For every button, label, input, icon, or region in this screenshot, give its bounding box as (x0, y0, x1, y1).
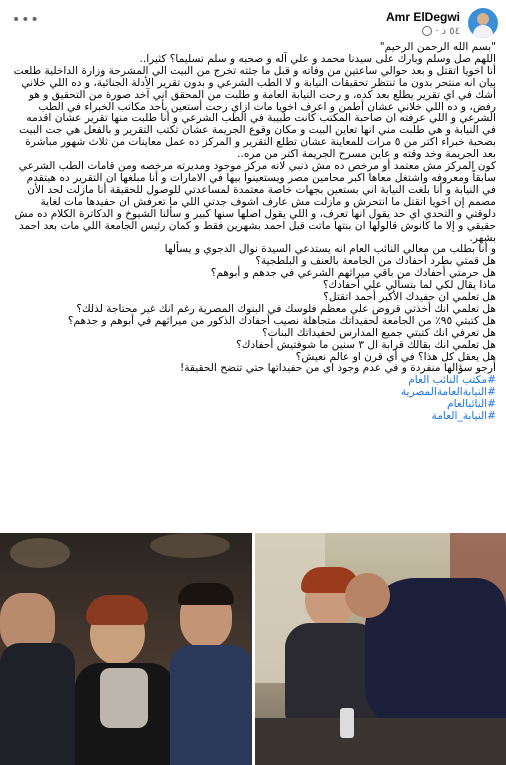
paragraph: هل تعرفي انك كتبتي جميع المدارس لحفيداتك البنات؟ (261, 326, 496, 339)
hashtag-link[interactable]: #النيابة_العامة (431, 410, 496, 423)
more-options-icon[interactable]: ••• (12, 12, 40, 28)
photo-grid (0, 533, 506, 765)
paragraph: و أنا بطلب من معالي النائب العام انه يستدعي السيدة نوال الدجوي و يسألها (164, 243, 496, 256)
paragraph: هل يعقل كل هذا؟ في أي قرن او عالم نعيش؟ (295, 350, 496, 363)
photo-kiss[interactable] (255, 533, 506, 765)
paragraph: هل تعلمي انك بقالك قرابة ال ٣ سنين ما شوفتيش أحفادك؟ (236, 338, 496, 351)
post-meta (386, 10, 460, 37)
hashtag-link[interactable]: #مكتب النائب العام (408, 374, 496, 387)
avatar-body (473, 25, 493, 38)
paragraph: ماذا يقال لكي لما بتسألي علي أحفادك؟ (322, 279, 496, 292)
post-subline: ٥٤ د · (386, 26, 460, 37)
photo-group[interactable] (0, 533, 252, 765)
paragraph: هل حرمتي أحفادك من باقي ميراثهم الشرعي في جدهم و أبوهم؟ (210, 267, 496, 280)
hashtag-link[interactable]: #النيابةالعامةالمصرية (400, 386, 496, 399)
paragraph: اللهم صل وسلم وبارك على سيدنا محمد و علي آله و صحبه و سلم تسليما؟ كثيرا.. (139, 52, 496, 65)
paragraph: هل كتبتي ٩٥٪ من الجامعة لحفيداتك متجاهلة نصيب أحفادك الذكور من ميراثهم في أبوهم و جدهم؟ (67, 314, 496, 327)
avatar[interactable] (468, 8, 498, 38)
post-body (10, 42, 496, 423)
paragraph: هل قمتي بطرد أحفادك من الجامعة بالعنف و البلطجية؟ (255, 255, 496, 268)
avatar-head (477, 13, 489, 25)
post-time[interactable]: ٥٤ د (441, 25, 460, 37)
paragraph: أنا اخويا اتقتل و بعد حوالي ساعتين من وفاته و قبل ما جثته تخرج من البيت الي المشرحة وزارة الداخلية طلعت بيان انه منتحر بدون ما تنتظر تحقيقات النيابة و لا الطب الشرعي و بدون تقرير الأدلة الجنائية، و ده اللي خلاني أشك في اي تقرير يطلع بعد كده، و رحت النيابة العامة و طلبت من المحقق اني آخد صورة من التحقيق و هو رفض، و ده اللي خلاني عشان أطمن و اعرف اخويا مات ازاي رحت أستعين بأحد مكاتب الخبراء في الطب الشرعي و اللي عرفته ان صاحبة المكتب كانت طبيبة في الطب الشرعي و أنا طلبت منها تقرير عشان اقدمه في النيابة و هي طلبت مني انها تعاين البيت و مكان وقوع الجريمة عشان تكتب التقرير و بالفعل هي جت البيت بصحبة خبراء اكتر من ٥ مرات للمعاينة عشان تطلع التقرير و المركز ده عمل معاينات من ثلاث شهور مباشرة بعد الجريمة وخد وقته و عاين مسرح الجريمة اكتر من مره.. (13, 64, 496, 161)
paragraph: هل تعلمي انك أخذتي قروض علي معظم فلوسك في البنوك المصرية رغم انك غير محتاجة لذلك؟ (76, 302, 496, 315)
hashtag-link[interactable]: #النائبالعام (447, 398, 496, 411)
author-name[interactable]: Amr ElDegwi (385, 9, 460, 24)
paragraph: كون المركز مش معتمد أو مرخص ده مش ذنبي لانه مركز موجود ومديرته مرخصه ومن قامات الطب الشرعي سابقاً ومعروفه واشتغل معاها اكبر محامين مصر ويستعينوا بيها في الامارات و أنا مبلغها ان التقرير ده هيتقدم في النيابة و أنا بلغت النيابة اني بستعين بجهات خاصة معتمدة لمساعدتي للوصول للحقيقة أنا مازلت لحد الأن مصمم إن اخويا اتقتل ما انتحرش و مازلت مش عارف اشوف جدتي اللي ما تعرفش ان حفيدها مات لغاية دلوقتي و التحدي اي حد يقول انها تعرف، و اللي يقول اصلها سنها كبير و سألنا الشيوخ و الدكاترة الكلام ده مش حقيقي و إلا ما كانوش قالولها ان بنتها ماتت قبل احمد بشهرين فقط و كمان رئيس الجامعة اللي مات بعد احمد بشهر. (14, 160, 496, 244)
paragraph: أرجو سؤالها منفردة و في عدم وجود اي من حفيداتها حتي تتضح الحقيقة! (179, 362, 496, 375)
paragraph: هل تعلمي ان حفيدك الأكبر أحمد اتقتل؟ (323, 291, 496, 304)
paragraph: "بسم الله الرحمن الرحيم" (379, 41, 496, 53)
globe-icon (422, 26, 432, 36)
post-header (386, 8, 498, 38)
